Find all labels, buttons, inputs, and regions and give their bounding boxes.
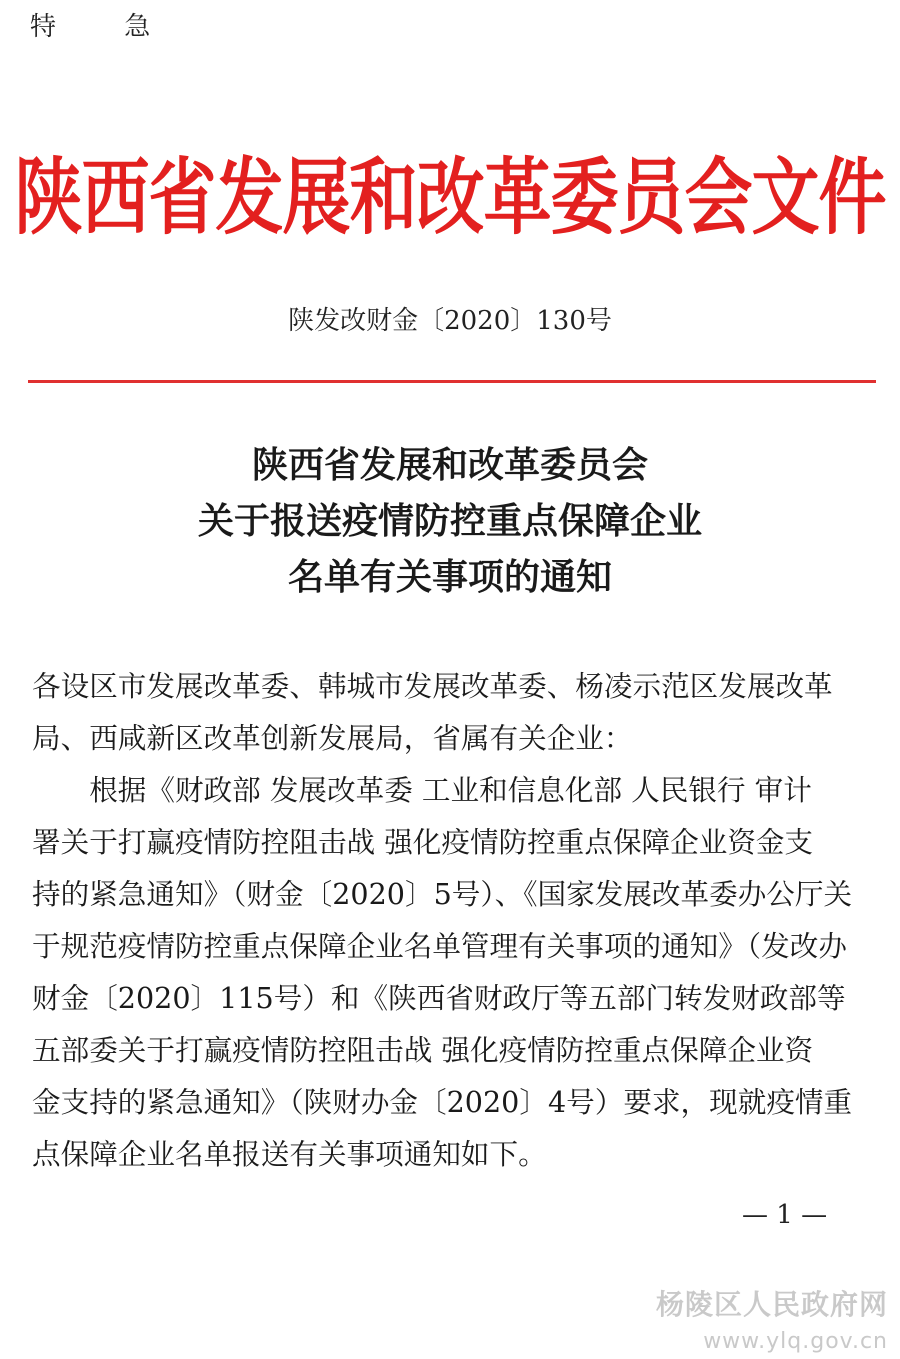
notice-title-line: 关于报送疫情防控重点保障企业 bbox=[197, 501, 702, 542]
body-line: 五部委关于打赢疫情防控阻击战 强化疫情防控重点保障企业资 bbox=[32, 1033, 814, 1067]
red-divider-line bbox=[28, 380, 876, 383]
notice-title bbox=[0, 438, 900, 606]
notice-title-line: 名单有关事项的通知 bbox=[287, 557, 612, 598]
urgency-label: 特 急 bbox=[30, 12, 181, 42]
body-line: 金支持的紧急通知》（陕财办金〔2020〕4号）要求，现就疫情重 bbox=[32, 1085, 853, 1119]
document-number: 陕发改财金〔2020〕130号 bbox=[288, 306, 612, 336]
body-line: 于规范疫情防控重点保障企业名单管理有关事项的通知》（发改办 bbox=[32, 929, 847, 963]
watermark-url: www.ylq.gov.cn bbox=[703, 1329, 888, 1354]
body-line: 署关于打赢疫情防控阻击战 强化疫情防控重点保障企业资金支 bbox=[32, 825, 814, 859]
notice-body bbox=[32, 660, 874, 1180]
body-line: 各设区市发展改革委、韩城市发展改革委、杨凌示范区发展改革 bbox=[32, 669, 833, 703]
body-line: 财金〔2020〕115号）和《陕西省财政厅等五部门转发财政部等 bbox=[32, 981, 846, 1015]
body-line: 局、西咸新区改革创新发展局，省属有关企业： bbox=[32, 721, 633, 755]
page-number: — 1 — bbox=[742, 1200, 828, 1230]
body-line: 根据《财政部 发展改革委 工业和信息化部 人民银行 审计 bbox=[32, 773, 812, 807]
body-line: 点保障企业名单报送有关事项通知如下。 bbox=[32, 1137, 547, 1171]
site-watermark bbox=[656, 1283, 888, 1354]
body-line: 持的紧急通知》（财金〔2020〕5号）、《国家发展改革委办公厅关 bbox=[32, 877, 853, 911]
watermark-site-name: 杨陵区人民政府网 bbox=[655, 1288, 888, 1321]
document-masthead: 陕西省发展和改革委员会文件 bbox=[14, 150, 886, 247]
notice-title-line: 陕西省发展和改革委员会 bbox=[251, 445, 648, 486]
